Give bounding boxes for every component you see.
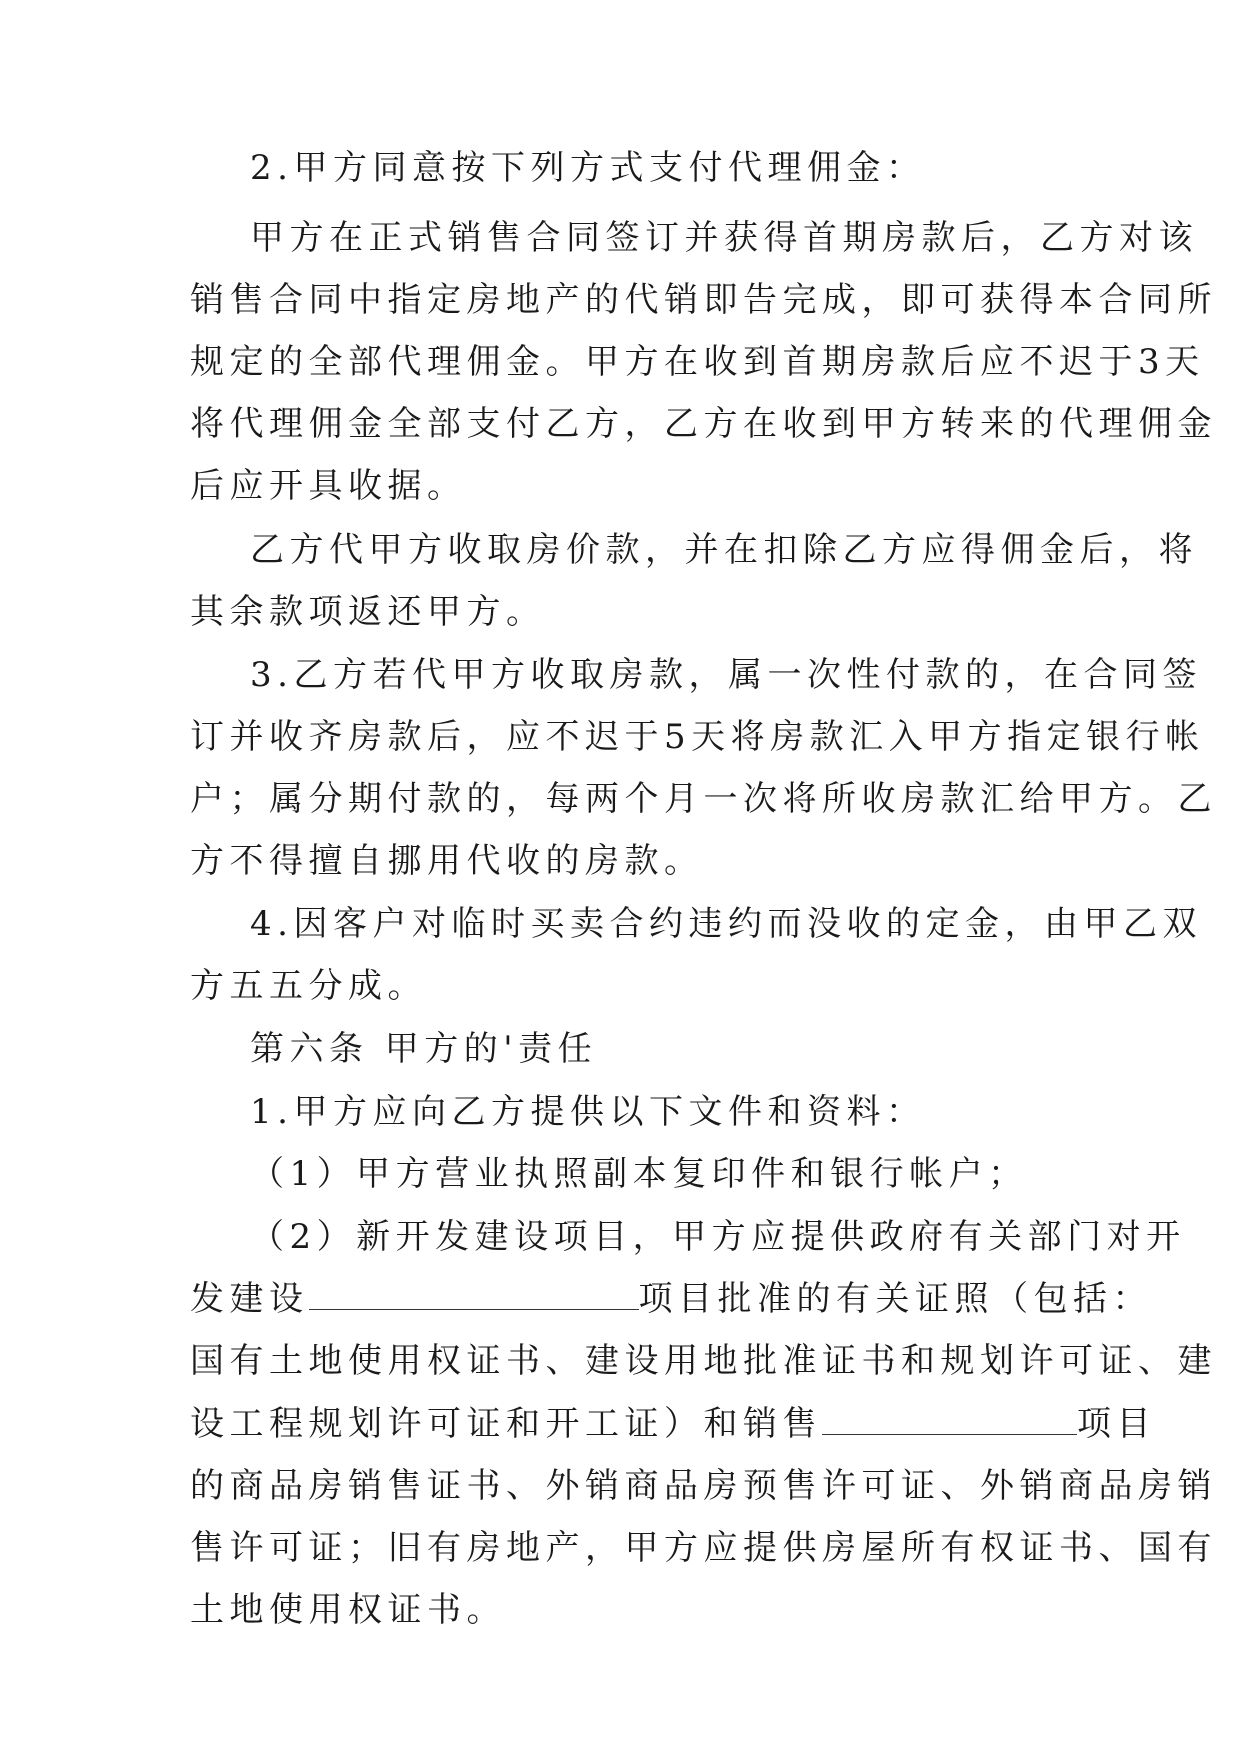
text-line: 将代理佣金全部支付乙方，乙方在收到甲方转来的代理佣金 bbox=[190, 404, 1217, 444]
text-before-blank: 发建设 bbox=[190, 1279, 309, 1319]
text-line: 3.乙方若代甲方收取房款，属一次性付款的，在合同签 bbox=[250, 655, 1202, 695]
text-line: 乙方代甲方收取房价款，并在扣除乙方应得佣金后，将 bbox=[250, 530, 1198, 570]
text-line: 土地使用权证书。 bbox=[190, 1590, 506, 1630]
text-line: （1）甲方营业执照副本复印件和银行帐户； bbox=[250, 1154, 1028, 1194]
text-after-blank: 项目 bbox=[1077, 1404, 1156, 1444]
text-line: 后应开具收据。 bbox=[190, 466, 467, 506]
fill-in-blank bbox=[822, 1404, 1077, 1435]
text-line: 其余款项返还甲方。 bbox=[190, 592, 546, 632]
text-line: （2）新开发建设项目，甲方应提供政府有关部门对开 bbox=[250, 1217, 1186, 1257]
text-line: 甲方在正式销售合同签订并获得首期房款后，乙方对该 bbox=[250, 218, 1198, 258]
text-line: 1.甲方应向乙方提供以下文件和资料： bbox=[250, 1092, 926, 1132]
text-line: 的商品房销售证书、外销商品房预售许可证、外销商品房销 bbox=[190, 1466, 1217, 1506]
text-line-with-blank bbox=[190, 1404, 1156, 1444]
text-line: 2.甲方同意按下列方式支付代理佣金： bbox=[250, 148, 926, 188]
text-line: 方不得擅自挪用代收的房款。 bbox=[190, 841, 704, 881]
text-before-blank: 设工程规划许可证和开工证）和销售 bbox=[190, 1404, 822, 1444]
text-line: 售许可证；旧有房地产，甲方应提供房屋所有权证书、国有 bbox=[190, 1528, 1217, 1568]
text-line: 销售合同中指定房地产的代销即告完成，即可获得本合同所 bbox=[190, 280, 1217, 320]
text-line: 规定的全部代理佣金。甲方在收到首期房款后应不迟于3天 bbox=[190, 342, 1205, 382]
section-heading: 第六条 甲方的'责任 bbox=[250, 1029, 598, 1069]
text-line: 订并收齐房款后，应不迟于5天将房款汇入甲方指定银行帐 bbox=[190, 717, 1205, 757]
text-line-with-blank bbox=[190, 1279, 1152, 1319]
text-line: 方五五分成。 bbox=[190, 966, 427, 1006]
text-line: 4.因客户对临时买卖合约违约而没收的定金，由甲乙双 bbox=[250, 904, 1202, 944]
text-after-blank: 项目批准的有关证照（包括： bbox=[638, 1279, 1152, 1319]
text-line: 国有土地使用权证书、建设用地批准证书和规划许可证、建 bbox=[190, 1341, 1217, 1381]
fill-in-blank bbox=[309, 1279, 639, 1310]
text-line: 户；属分期付款的，每两个月一次将所收房款汇给甲方。乙 bbox=[190, 779, 1217, 819]
